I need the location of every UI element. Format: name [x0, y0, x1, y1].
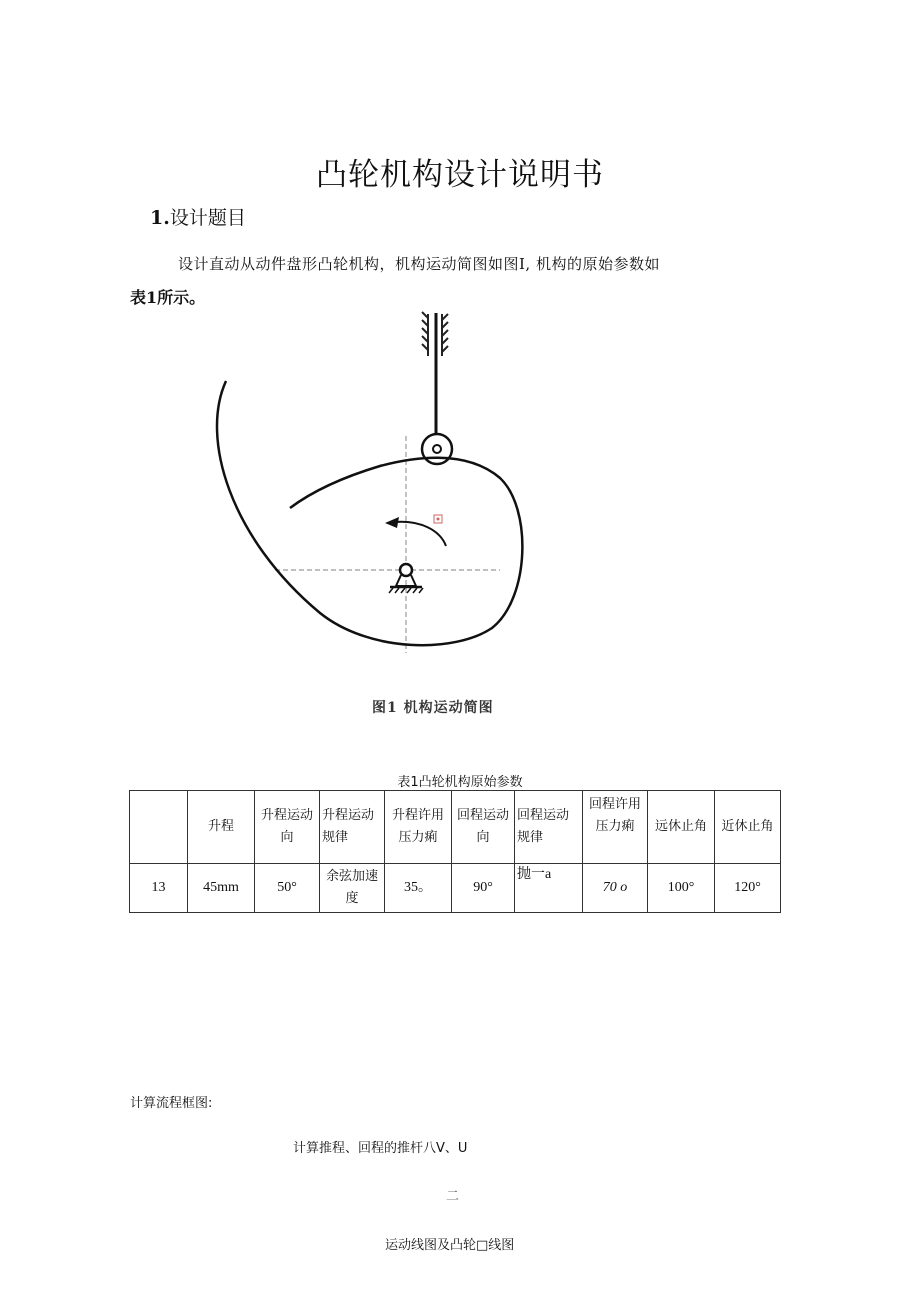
section-heading: [150, 203, 246, 230]
table-cell: 100°: [648, 864, 715, 913]
table-cell: 120°: [715, 864, 781, 913]
table-header-cell: [583, 791, 648, 864]
table-header-cell: 升程运动向: [255, 791, 320, 864]
table-header-cell: [130, 791, 188, 864]
intro-paragraph-line-1: 设计直动从动件盘形凸轮机构，机构运动简图如图I, 机构的原始参数如: [178, 255, 660, 273]
table-header-cell: 远休止角: [648, 791, 715, 864]
flow-chart-label: 计算流程框图:: [130, 1096, 213, 1111]
table-header-cell: 升程: [188, 791, 255, 864]
figure-caption: 图1 机构运动简图: [372, 700, 494, 716]
cam-pivot: [400, 564, 412, 576]
rotation-arrow: [395, 522, 446, 546]
flow-step-2: 运动线图及凸轮□线图: [385, 1238, 515, 1253]
table-row: [130, 864, 781, 913]
table-header-cell: 升程运动规律: [320, 791, 385, 864]
roller-pin: [433, 445, 441, 453]
table-cell: 45mm: [188, 864, 255, 913]
flow-step-1: 计算推程、回程的推杆八V、U: [293, 1141, 468, 1156]
table-header-cell-text: 回程许用压力痢: [588, 797, 641, 834]
table-cell: 余弦加速度: [320, 864, 385, 913]
table-cell: 抛一a: [515, 864, 583, 913]
table-header-row: [130, 791, 781, 864]
document-title: 凸轮机构设计说明书: [316, 156, 604, 193]
table-cell: 35。: [385, 864, 452, 913]
parameter-table: [129, 790, 781, 913]
cam-profile: [217, 381, 522, 645]
table-header-cell: 回程运动规律: [515, 791, 583, 864]
table-header-cell: 近休止角: [715, 791, 781, 864]
intro-paragraph-line-2: 表1所示。: [130, 288, 206, 307]
table-caption: 表1凸轮机构原始参数: [397, 775, 523, 790]
mechanism-diagram: [200, 308, 540, 693]
flow-connector: 二: [446, 1189, 460, 1204]
section-title: 设计题目: [169, 207, 246, 229]
table-header-cell: 升程许用压力痢: [385, 791, 452, 864]
table-header-cell: 回程运动向: [452, 791, 515, 864]
table-cell: 13: [130, 864, 188, 913]
section-number: 1.: [150, 207, 170, 229]
table-cell: 90°: [452, 864, 515, 913]
table-cell: 50°: [255, 864, 320, 913]
table-cell: 70 o: [583, 864, 648, 913]
arrow-head: [385, 517, 399, 528]
